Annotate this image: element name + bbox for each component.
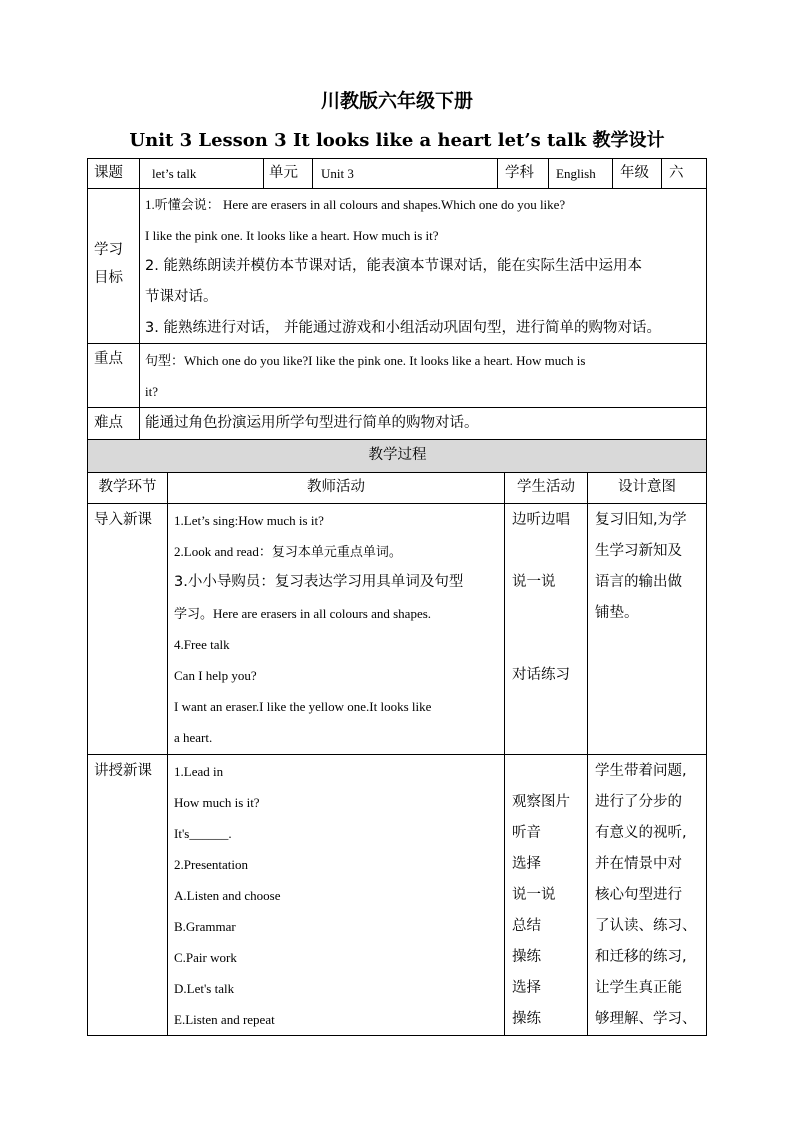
table-border <box>87 754 707 755</box>
purpose-line: 复习旧知,为学 <box>595 512 687 528</box>
student-line: 听音 <box>512 825 541 841</box>
table-border <box>312 158 313 188</box>
teacher-line: I want an eraser.I like the yellow one.It looks like <box>174 699 432 714</box>
key-points-label: 重点 <box>94 351 123 367</box>
student-line: 说一说 <box>512 887 556 903</box>
teacher-activities-intro <box>174 505 502 753</box>
objective-line: 2. 能熟练朗读并模仿本节课对话，能表演本节课对话，能在实际生活中运用本 <box>145 258 642 274</box>
header-teacher: 教师活动 <box>307 479 365 495</box>
student-line: 说一说 <box>512 574 556 590</box>
grade-value: 六 <box>669 165 684 181</box>
table-border <box>706 158 707 1036</box>
stage-new-lesson: 讲授新课 <box>94 763 152 779</box>
purpose-line: 核心句型进行 <box>595 887 682 903</box>
purpose-line: 学生带着问题, <box>595 763 687 779</box>
purpose-line: 铺垫。 <box>595 605 639 621</box>
header-student: 学生活动 <box>517 479 575 495</box>
student-line: 选择 <box>512 980 541 996</box>
teacher-line: 4.Free talk <box>174 637 230 652</box>
student-activities-new <box>512 756 586 1035</box>
table-border <box>87 158 88 1036</box>
purpose-line: 并在情景中对 <box>595 856 682 872</box>
purpose-line: 让学生真正能 <box>595 980 682 996</box>
table-border <box>263 158 264 188</box>
key-points-content <box>145 345 705 407</box>
lesson-value: let’s talk <box>152 166 197 181</box>
table-border <box>87 503 707 504</box>
teacher-activities-new <box>174 756 502 1035</box>
objective-line: 3. 能熟练进行对话， 并能通过游戏和小组活动巩固句型，进行简单的购物对话。 <box>145 320 662 336</box>
student-line: 选择 <box>512 856 541 872</box>
table-border <box>661 158 662 188</box>
design-purpose-new <box>595 756 705 1035</box>
teacher-line: How much is it? <box>174 795 260 810</box>
key-point-line: 句型：Which one do you like?I like the pink one. It looks like a heart. How much is <box>145 353 586 368</box>
teacher-line: C.Pair work <box>174 950 237 965</box>
process-title: 教学过程 <box>368 447 427 463</box>
header-stage: 教学环节 <box>98 479 157 495</box>
document-title: 川教版六年级下册 <box>320 90 473 112</box>
purpose-line: 生学习新知及 <box>595 543 682 559</box>
teacher-line: 1.Lead in <box>174 764 224 779</box>
difficulties-label: 难点 <box>94 415 123 431</box>
teacher-line: D.Let's talk <box>174 981 235 996</box>
teacher-line: 2.Presentation <box>174 857 249 872</box>
difficulties-content: 能通过角色扮演运用所学句型进行简单的购物对话。 <box>145 415 479 431</box>
purpose-line: 语言的输出做 <box>595 574 682 590</box>
student-line <box>512 536 586 567</box>
student-line: 边听边唱 <box>512 512 570 528</box>
table-border <box>548 158 549 188</box>
table-border <box>612 158 613 188</box>
objectives-label-line: 目标 <box>94 270 123 286</box>
table-border <box>139 158 140 188</box>
teacher-line: A.Listen and choose <box>174 888 281 903</box>
grade-label: 年级 <box>620 165 649 181</box>
teacher-line: Can I help you? <box>174 668 257 683</box>
table-border <box>167 472 168 1035</box>
teacher-line: 2.Look and read：复习本单元重点单词。 <box>174 544 402 559</box>
teacher-line: E.Listen and repeat <box>174 1012 275 1027</box>
objectives-label <box>94 236 123 292</box>
student-line: 观察图片 <box>512 794 570 810</box>
subject-value: English <box>556 166 596 181</box>
table-border <box>504 472 505 1035</box>
student-line: 操练 <box>512 949 541 965</box>
table-border <box>139 188 140 439</box>
student-line: 对话练习 <box>512 667 570 683</box>
student-line <box>512 598 586 629</box>
stage-intro: 导入新课 <box>94 512 152 528</box>
subject-label: 学科 <box>505 165 534 181</box>
purpose-line: 和迁移的练习, <box>595 949 687 965</box>
purpose-line: 了认读、练习、 <box>595 918 697 934</box>
teacher-line: B.Grammar <box>174 919 236 934</box>
objectives-label-line: 学习 <box>94 242 123 258</box>
objective-line: 节课对话。 <box>145 289 218 305</box>
table-border <box>87 1035 707 1036</box>
student-line <box>512 629 586 660</box>
purpose-line: 进行了分步的 <box>595 794 682 810</box>
teacher-line: It's______. <box>174 826 232 841</box>
unit-label: 单元 <box>269 165 298 181</box>
objectives-content <box>145 189 705 344</box>
teacher-line: 1.Let’s sing:How much is it? <box>174 513 324 528</box>
teacher-line: a heart. <box>174 730 213 745</box>
objective-line: I like the pink one. It looks like a heart. How much is it? <box>145 228 439 243</box>
document-subtitle: Unit 3 Lesson 3 It looks like a heart let’s talk 教学设计 <box>129 130 665 151</box>
key-point-line: it? <box>145 384 158 399</box>
purpose-line: 够理解、学习、 <box>595 1011 697 1027</box>
student-line: 总结 <box>512 918 541 934</box>
lesson-label: 课题 <box>94 165 123 181</box>
teacher-line: 学习。Here are erasers in all colours and shapes. <box>174 606 432 621</box>
table-border <box>587 472 588 1035</box>
student-line <box>512 756 586 787</box>
teacher-line: 3.小小导购员：复习表达学习用具单词及句型 <box>174 574 464 590</box>
unit-value: Unit 3 <box>321 166 354 181</box>
student-line: 操练 <box>512 1011 541 1027</box>
objective-line: 1.听懂会说： Here are erasers in all colours and shapes.Which one do you like? <box>145 197 566 212</box>
purpose-line: 有意义的视听, <box>595 825 687 841</box>
student-activities-intro <box>512 505 586 691</box>
header-purpose: 设计意图 <box>618 479 676 495</box>
design-purpose-intro <box>595 505 705 629</box>
table-border <box>497 158 498 188</box>
